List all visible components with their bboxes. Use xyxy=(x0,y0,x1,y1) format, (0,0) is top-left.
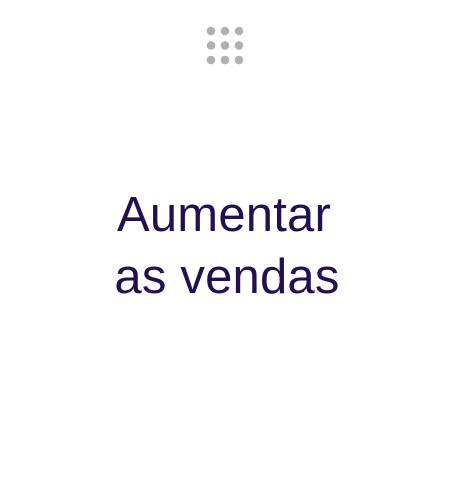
card-title-line-2: as vendas xyxy=(114,250,340,304)
drag-grip-icon[interactable] xyxy=(205,26,247,68)
card-title-line-1: Aumentar xyxy=(116,188,332,242)
card-title xyxy=(0,184,450,308)
